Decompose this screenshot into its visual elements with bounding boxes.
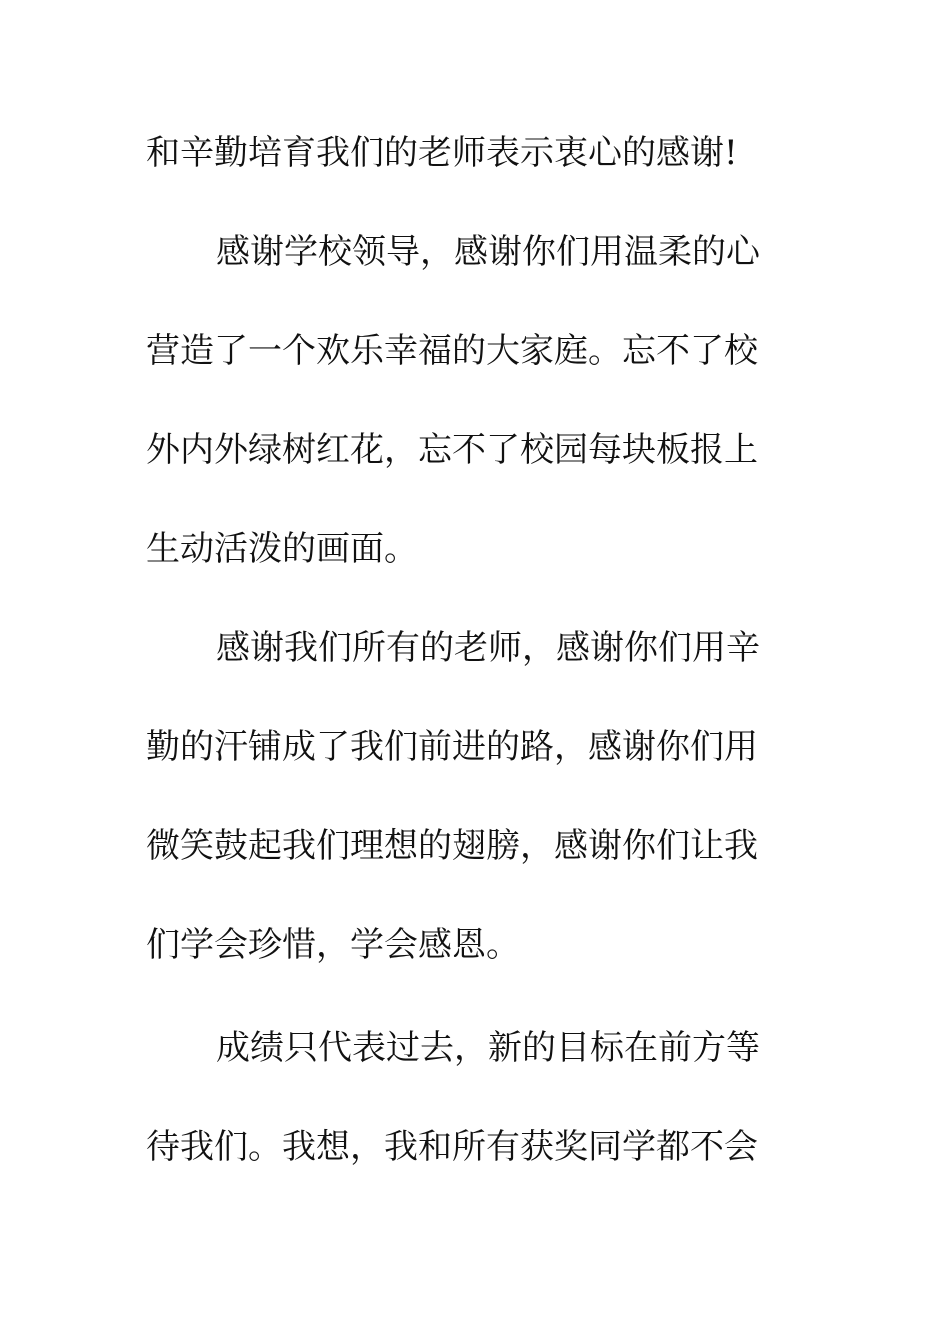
text-line: 微笑鼓起我们理想的翅膀，感谢你们让我: [146, 826, 758, 866]
text-line: 外内外绿树红花，忘不了校园每块板报上: [146, 430, 758, 470]
text-line: 营造了一个欢乐幸福的大家庭。忘不了校: [146, 331, 758, 371]
text-line: 待我们。我想，我和所有获奖同学都不会: [146, 1127, 758, 1167]
text-line: 和辛勤培育我们的老师表示衷心的感谢!: [146, 133, 738, 173]
text-line: 们学会珍惜，学会感恩。: [146, 925, 520, 965]
text-line: 生动活泼的画面。: [146, 529, 418, 569]
paragraph-first-line: 感谢学校领导，感谢你们用温柔的心: [216, 232, 760, 272]
paragraph-first-line: 成绩只代表过去，新的目标在前方等: [216, 1028, 760, 1068]
paragraph-first-line: 感谢我们所有的老师，感谢你们用辛: [216, 628, 760, 668]
text-line: 勤的汗铺成了我们前进的路，感谢你们用: [146, 727, 758, 767]
